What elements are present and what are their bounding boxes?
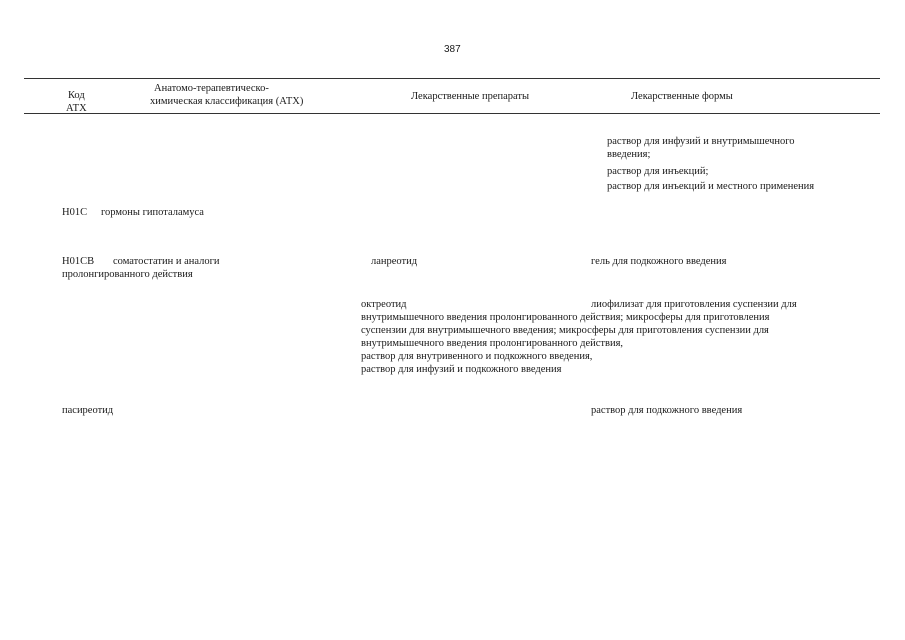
classification-h01c: гормоны гипоталамуса (101, 207, 204, 218)
continued-form-line: введения; (607, 149, 651, 160)
header-bottom-rule (24, 113, 880, 114)
header-classification-line1: Анатомо-терапевтическо- (154, 83, 269, 94)
drug-octreotide: октреотид (361, 299, 407, 310)
continued-form-line: раствор для инфузий и внутримышечного (607, 136, 795, 147)
form-octreotide (361, 311, 769, 376)
drug-pasireotide: пасиреотид (62, 405, 114, 416)
form-octreotide-line: суспензии для внутримышечного введения; микросферы для приготовления суспензии для (361, 325, 769, 336)
form-lanreotide: гель для подкожного введения (591, 256, 727, 267)
header-code-line2: АТХ (66, 103, 87, 114)
continued-form-line: раствор для инъекций и местного применения (607, 181, 815, 192)
form-octreotide-line: раствор для инфузий и подкожного введения (361, 364, 562, 375)
header-classification-line2: химическая классификация (АТХ) (150, 96, 304, 107)
code-h01c: H01C (62, 207, 88, 218)
continued-forms (607, 135, 814, 193)
form-octreotide-line1: лиофилизат для приготовления суспензии для (591, 299, 797, 310)
form-pasireotide: раствор для подкожного введения (591, 405, 743, 416)
form-octreotide-line: внутримышечного введения пролонгированного действия; микросферы для приготовления (361, 312, 770, 323)
page-number: 387 (444, 44, 461, 55)
form-octreotide-line: раствор для внутривенного и подкожного введения, (361, 351, 593, 362)
classification-h01cb-line1: соматостатин и аналоги (113, 256, 220, 267)
form-octreotide-line: внутримышечного введения пролонгированного действия, (361, 338, 624, 349)
header-forms: Лекарственные формы (631, 91, 733, 102)
header-drugs: Лекарственные препараты (411, 91, 530, 102)
header-classification (150, 82, 303, 108)
header-code (66, 89, 87, 115)
continued-form-line: раствор для инъекций; (607, 166, 709, 177)
drug-lanreotide: ланреотид (371, 256, 418, 267)
header-code-line1: Код (67, 90, 85, 101)
classification-h01cb-line2: пролонгированного действия (62, 269, 193, 280)
code-h01cb: H01CB (62, 256, 95, 267)
header-top-rule (24, 78, 880, 79)
